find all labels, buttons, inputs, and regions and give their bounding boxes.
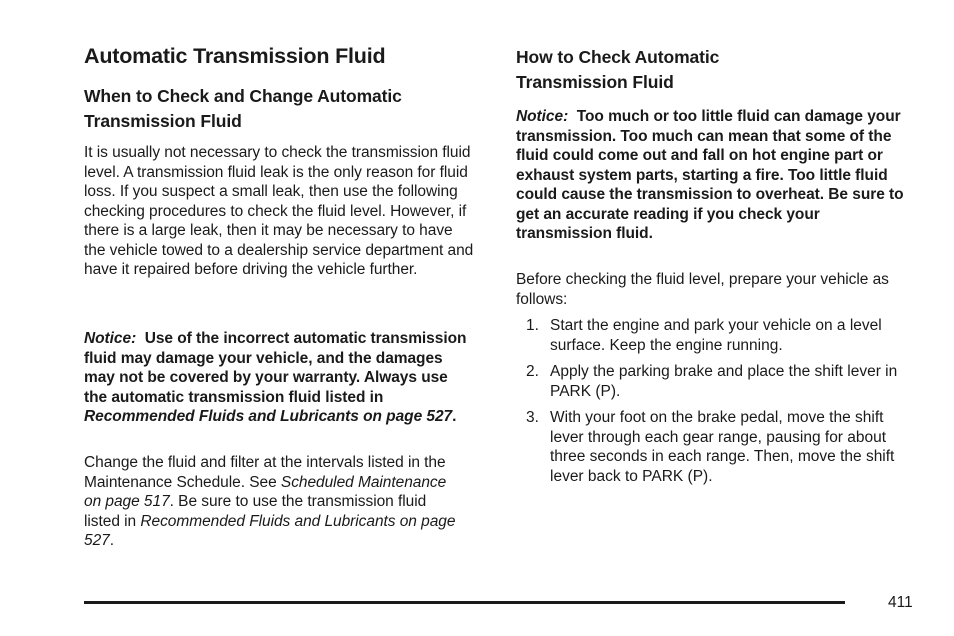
step-text: Start the engine and park your vehicle on a level surface. Keep the engine running. <box>550 317 882 354</box>
reference-recommended-fluids: Recommended Fluids and Lubricants on page 527 <box>84 512 456 549</box>
text-run: Change the fluid and filter at the intervals listed in the Maintenance Schedule. See <box>84 454 446 491</box>
paragraph-change-fluid <box>84 453 464 551</box>
page-number: 411 <box>888 594 913 611</box>
notice-text: Use of the incorrect automatic transmission fluid may damage your vehicle, and the damages may not be covered by your warranty. Always use the automatic transmission fluid listed in <box>84 330 467 406</box>
paragraph-fluid-level: It is usually not necessary to check the transmission fluid level. A transmission fluid leak is the only reason for fluid loss. If you suspect a small leak, then use the following checking procedures to check the fluid level. However, if there is a large leak, then it may be necessary to have the vehicle towed to a dealership service department and have it repaired before driving the vehicle further. <box>84 144 474 278</box>
steps-list <box>516 316 908 486</box>
step-item <box>516 362 908 401</box>
notice-fluid-amount <box>516 107 908 244</box>
notice-label: Notice: <box>516 108 569 125</box>
section-title: Automatic Transmission Fluid <box>84 44 386 68</box>
footer-rule <box>84 601 845 604</box>
text-run: . Be sure to use the transmission fluid listed in <box>84 493 427 530</box>
text-run: . <box>109 532 114 549</box>
section-title-how-to-check: How to Check Automatic Transmission Fluid <box>516 47 720 92</box>
subsection-title-when-to-check: When to Check and Change Automatic Transmission Fluid <box>84 86 402 131</box>
step-number: 2. <box>526 363 539 380</box>
notice-incorrect-fluid <box>84 329 470 427</box>
notice-label: Notice: <box>84 330 137 347</box>
step-text: With your foot on the brake pedal, move the shift lever through each gear range, pausing for about three seconds in each range. Then, move the shift lever back to PARK (P). <box>550 409 895 485</box>
notice-end: . <box>452 408 457 425</box>
reference-scheduled-maintenance: Scheduled Maintenance on page 517 <box>84 473 447 510</box>
step-number: 1. <box>526 317 539 334</box>
notice-reference: Recommended Fluids and Lubricants on page 527 <box>84 408 453 425</box>
step-number: 3. <box>526 409 539 426</box>
step-text: Apply the parking brake and place the shift lever in PARK (P). <box>550 363 898 400</box>
notice-text: Too much or too little fluid can damage your transmission. Too much can mean that some of the fluid could come out and fall on hot engine part or exhaust system parts, starting a fire. Too little fluid could cause the transmission to overheat. Be sure to get an accurate reading if you check your transmission fluid. <box>516 108 904 242</box>
step-item <box>516 408 908 486</box>
paragraph-before-checking: Before checking the fluid level, prepare your vehicle as follows: <box>516 271 889 308</box>
step-item <box>516 316 908 355</box>
